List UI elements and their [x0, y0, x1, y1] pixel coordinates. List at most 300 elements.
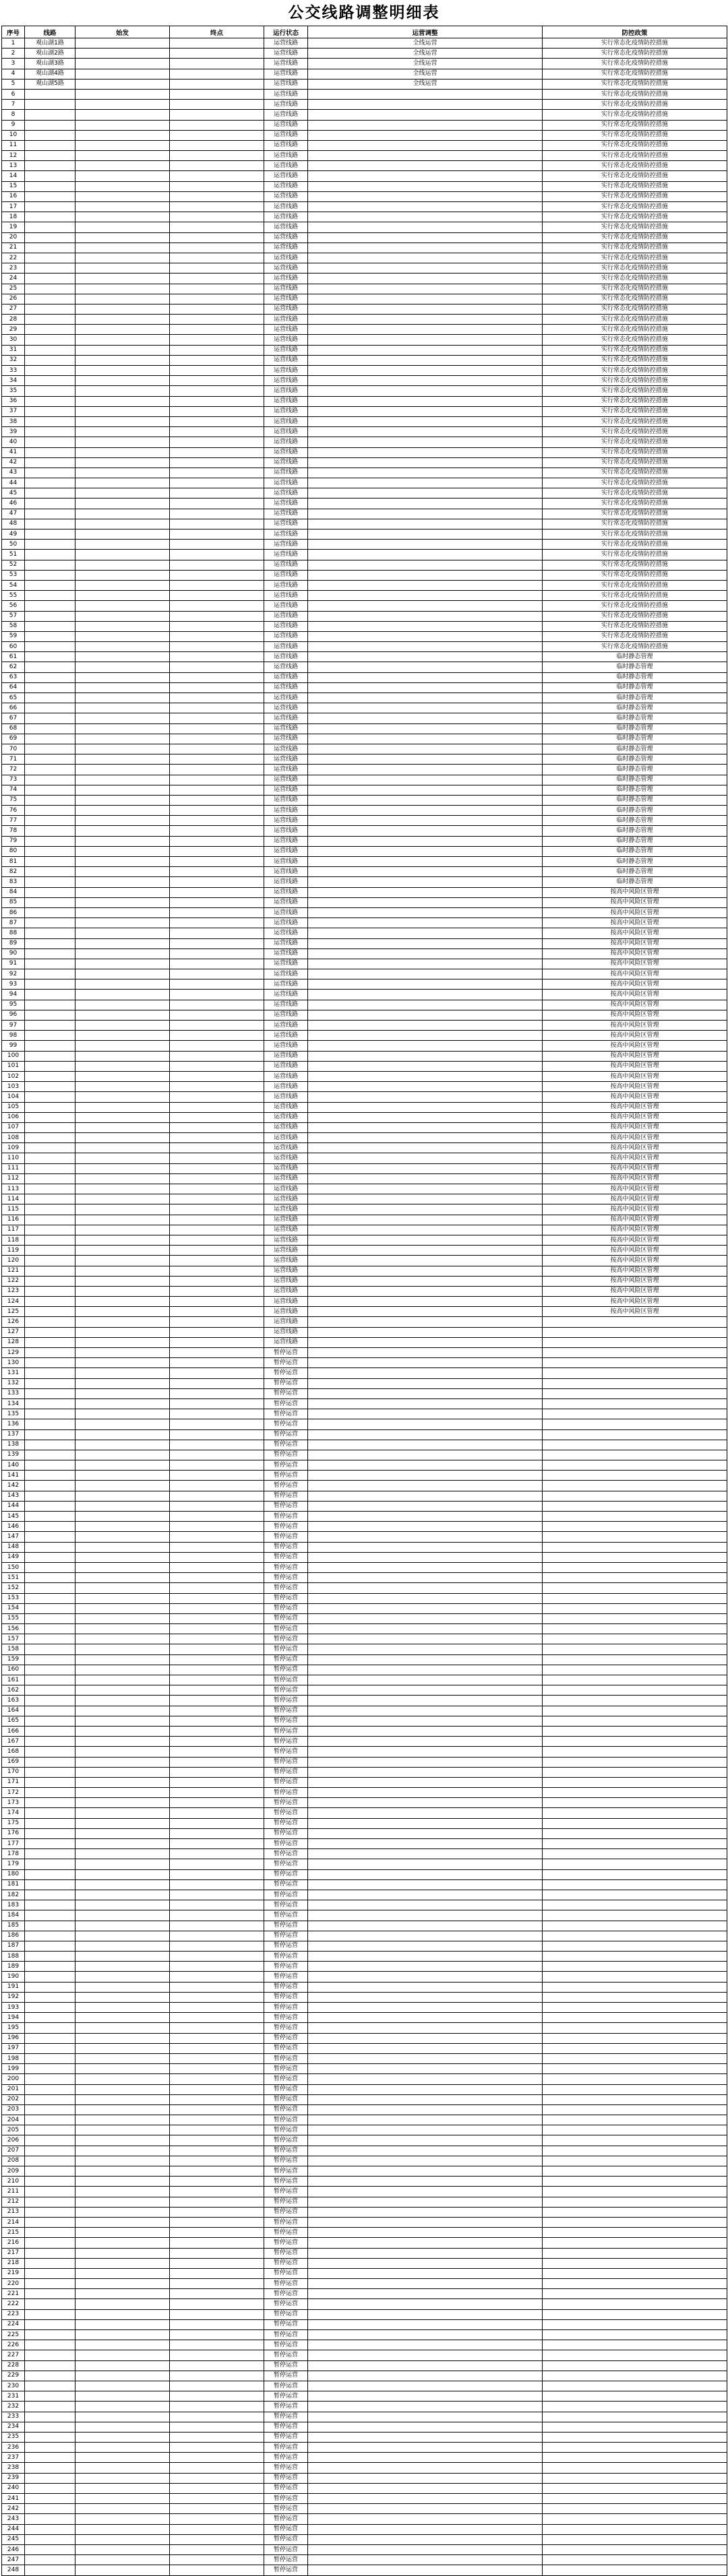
cell-index: 123	[2, 1286, 25, 1296]
cell-terminal	[170, 416, 264, 426]
cell-adjustment	[308, 1685, 543, 1696]
cell-index: 86	[2, 907, 25, 917]
cell-route	[25, 1777, 75, 1787]
cell-adjustment	[308, 202, 543, 212]
cell-adjustment	[308, 2299, 543, 2309]
cell-origin	[75, 560, 170, 570]
cell-status: 运营线路	[264, 355, 308, 365]
cell-policy: 实行常态化疫情防控措施	[543, 202, 727, 212]
cell-status: 运营线路	[264, 396, 308, 406]
table-row	[2, 2166, 727, 2177]
cell-adjustment	[308, 1021, 543, 1031]
cell-origin	[75, 826, 170, 836]
cell-index: 177	[2, 1839, 25, 1849]
table-row	[2, 1952, 727, 1962]
cell-index: 157	[2, 1634, 25, 1644]
cell-adjustment	[308, 140, 543, 150]
cell-terminal	[170, 2534, 264, 2544]
cell-route	[25, 611, 75, 621]
cell-route	[25, 2023, 75, 2033]
cell-terminal	[170, 948, 264, 959]
cell-route	[25, 1112, 75, 1122]
cell-terminal	[170, 1337, 264, 1347]
cell-terminal	[170, 1276, 264, 1286]
cell-origin	[75, 1839, 170, 1849]
cell-adjustment	[308, 2544, 543, 2554]
cell-status: 暂停运营	[264, 2197, 308, 2207]
cell-policy: 按高中风险区管理	[543, 1184, 727, 1194]
cell-terminal	[170, 1542, 264, 1552]
cell-status: 暂停运营	[264, 2524, 308, 2534]
cell-policy	[543, 2473, 727, 2483]
table-row	[2, 1010, 727, 1020]
cell-policy: 按高中风险区管理	[543, 1010, 727, 1020]
cell-index: 30	[2, 335, 25, 345]
cell-route	[25, 294, 75, 304]
cell-index: 239	[2, 2473, 25, 2483]
cell-index: 64	[2, 682, 25, 693]
cell-adjustment	[308, 550, 543, 560]
cell-origin	[75, 703, 170, 713]
cell-route	[25, 1685, 75, 1696]
cell-terminal	[170, 1808, 264, 1818]
cell-status: 暂停运营	[264, 1859, 308, 1869]
cell-adjustment	[308, 222, 543, 232]
cell-route	[25, 1931, 75, 1941]
table-row	[2, 1194, 727, 1204]
cell-terminal	[170, 1726, 264, 1736]
cell-route	[25, 1972, 75, 1982]
cell-adjustment	[308, 1235, 543, 1245]
cell-terminal	[170, 1327, 264, 1337]
cell-route	[25, 335, 75, 345]
cell-index: 178	[2, 1849, 25, 1859]
cell-policy: 临时静态管理	[543, 713, 727, 723]
cell-policy: 临时静态管理	[543, 744, 727, 754]
cell-route	[25, 2381, 75, 2391]
cell-index: 76	[2, 806, 25, 816]
cell-adjustment	[308, 2094, 543, 2104]
cell-terminal	[170, 785, 264, 795]
cell-terminal	[170, 744, 264, 754]
cell-adjustment	[308, 969, 543, 979]
cell-route	[25, 580, 75, 590]
table-row	[2, 2463, 727, 2473]
cell-policy	[543, 2279, 727, 2289]
cell-policy	[543, 1471, 727, 1481]
cell-adjustment	[308, 631, 543, 641]
table-row	[2, 396, 727, 406]
table-row	[2, 1481, 727, 1491]
cell-status: 暂停运营	[264, 2402, 308, 2412]
cell-policy: 按高中风险区管理	[543, 1235, 727, 1245]
cell-status: 运营线路	[264, 498, 308, 509]
cell-terminal	[170, 846, 264, 856]
table-row	[2, 2555, 727, 2565]
table-row	[2, 416, 727, 426]
cell-terminal	[170, 1112, 264, 1122]
cell-index: 85	[2, 897, 25, 907]
cell-index: 153	[2, 1593, 25, 1603]
table-row	[2, 2350, 727, 2360]
cell-adjustment	[308, 2340, 543, 2350]
table-row	[2, 1726, 727, 1736]
cell-terminal	[170, 1317, 264, 1327]
cell-origin	[75, 355, 170, 365]
cell-adjustment	[308, 345, 543, 355]
cell-adjustment	[308, 2177, 543, 2187]
cell-origin	[75, 1890, 170, 1900]
cell-policy	[543, 1869, 727, 1879]
cell-terminal	[170, 1215, 264, 1225]
cell-origin	[75, 1634, 170, 1644]
cell-status: 运营线路	[264, 703, 308, 713]
cell-adjustment	[308, 2207, 543, 2217]
cell-status: 暂停运营	[264, 1869, 308, 1879]
table-row	[2, 1869, 727, 1879]
cell-origin	[75, 1808, 170, 1818]
cell-policy: 实行常态化疫情防控措施	[543, 406, 727, 416]
cell-route	[25, 1593, 75, 1603]
table-row	[2, 959, 727, 969]
cell-index: 117	[2, 1225, 25, 1235]
cell-adjustment	[308, 1215, 543, 1225]
cell-route	[25, 877, 75, 887]
cell-policy	[543, 2544, 727, 2554]
cell-origin	[75, 744, 170, 754]
cell-index: 108	[2, 1133, 25, 1143]
cell-route	[25, 1266, 75, 1276]
cell-index: 246	[2, 2544, 25, 2554]
table-row	[2, 325, 727, 335]
cell-policy: 按高中风险区管理	[543, 1204, 727, 1215]
cell-index: 216	[2, 2238, 25, 2248]
cell-index: 46	[2, 498, 25, 509]
cell-adjustment	[308, 2115, 543, 2125]
cell-status: 运营线路	[264, 1041, 308, 1051]
cell-adjustment	[308, 1112, 543, 1122]
cell-adjustment	[308, 447, 543, 457]
cell-status: 暂停运营	[264, 1828, 308, 1838]
cell-adjustment	[308, 693, 543, 703]
cell-adjustment	[308, 1194, 543, 1204]
cell-index: 91	[2, 959, 25, 969]
cell-origin	[75, 1440, 170, 1450]
cell-terminal	[170, 611, 264, 621]
table-row	[2, 662, 727, 672]
cell-origin	[75, 1092, 170, 1102]
cell-origin	[75, 498, 170, 509]
cell-policy	[543, 1962, 727, 1972]
cell-origin	[75, 1031, 170, 1041]
cell-index: 26	[2, 294, 25, 304]
cell-terminal	[170, 253, 264, 263]
cell-terminal	[170, 672, 264, 682]
cell-route	[25, 1788, 75, 1798]
cell-terminal	[170, 1358, 264, 1368]
table-row	[2, 1204, 727, 1215]
header-route: 线路	[25, 26, 75, 38]
cell-index: 243	[2, 2514, 25, 2524]
cell-index: 47	[2, 509, 25, 519]
cell-terminal	[170, 1737, 264, 1747]
cell-policy: 实行常态化疫情防控措施	[543, 100, 727, 110]
table-row	[2, 2217, 727, 2227]
cell-policy: 实行常态化疫情防控措施	[543, 396, 727, 406]
table-row	[2, 2402, 727, 2412]
table-row	[2, 427, 727, 437]
cell-status: 暂停运营	[264, 1644, 308, 1654]
cell-terminal	[170, 1460, 264, 1471]
cell-adjustment	[308, 754, 543, 765]
table-row	[2, 1972, 727, 1982]
cell-policy	[543, 1828, 727, 1838]
cell-route	[25, 1757, 75, 1767]
cell-adjustment	[308, 1388, 543, 1398]
cell-route	[25, 2166, 75, 2177]
cell-index: 122	[2, 1276, 25, 1286]
cell-status: 暂停运营	[264, 2094, 308, 2104]
cell-policy	[543, 2330, 727, 2340]
cell-origin	[75, 509, 170, 519]
cell-index: 57	[2, 611, 25, 621]
cell-origin	[75, 1522, 170, 1532]
cell-adjustment	[308, 315, 543, 325]
cell-route	[25, 130, 75, 140]
cell-terminal	[170, 120, 264, 130]
cell-index: 184	[2, 1910, 25, 1921]
table-row	[2, 2565, 727, 2575]
cell-origin	[75, 100, 170, 110]
cell-index: 134	[2, 1398, 25, 1409]
table-row	[2, 110, 727, 120]
cell-policy: 临时静态管理	[543, 795, 727, 805]
cell-status: 运营线路	[264, 857, 308, 867]
table-row	[2, 2074, 727, 2084]
cell-index: 166	[2, 1726, 25, 1736]
cell-index: 240	[2, 2483, 25, 2493]
cell-terminal	[170, 1031, 264, 1041]
cell-route	[25, 1153, 75, 1163]
cell-status: 暂停运营	[264, 1471, 308, 1481]
cell-route	[25, 662, 75, 672]
table-row	[2, 1429, 727, 1440]
table-row	[2, 2115, 727, 2125]
cell-policy	[543, 2258, 727, 2268]
cell-index: 45	[2, 488, 25, 498]
cell-adjustment	[308, 2350, 543, 2360]
cell-policy	[543, 2043, 727, 2053]
cell-route	[25, 1900, 75, 1910]
table-row	[2, 1297, 727, 1307]
table-row	[2, 2207, 727, 2217]
cell-adjustment	[308, 1952, 543, 1962]
cell-status: 运营线路	[264, 713, 308, 723]
cell-status: 运营线路	[264, 49, 308, 59]
cell-policy: 临时静态管理	[543, 775, 727, 785]
table-row	[2, 570, 727, 580]
cell-terminal	[170, 304, 264, 314]
table-row	[2, 294, 727, 304]
cell-adjustment	[308, 621, 543, 631]
cell-origin	[75, 2544, 170, 2554]
cell-policy	[543, 2350, 727, 2360]
cell-origin	[75, 642, 170, 652]
cell-route	[25, 540, 75, 550]
cell-terminal	[170, 335, 264, 345]
cell-index: 44	[2, 478, 25, 488]
cell-status: 运营线路	[264, 744, 308, 754]
cell-policy	[543, 1440, 727, 1450]
cell-route	[25, 2207, 75, 2217]
cell-terminal	[170, 591, 264, 601]
cell-origin	[75, 1491, 170, 1501]
cell-origin	[75, 1143, 170, 1153]
cell-terminal	[170, 2279, 264, 2289]
cell-origin	[75, 1603, 170, 1613]
cell-index: 189	[2, 1962, 25, 1972]
cell-terminal	[170, 1163, 264, 1173]
cell-status: 运营线路	[264, 284, 308, 294]
table-row	[2, 550, 727, 560]
cell-terminal	[170, 703, 264, 713]
cell-status: 暂停运营	[264, 2534, 308, 2544]
cell-status: 运营线路	[264, 1061, 308, 1071]
cell-adjustment	[308, 273, 543, 284]
table-row	[2, 243, 727, 253]
cell-status: 运营线路	[264, 202, 308, 212]
cell-status: 暂停运营	[264, 1992, 308, 2002]
table-row	[2, 457, 727, 468]
cell-adjustment	[308, 1204, 543, 1215]
cell-adjustment	[308, 1266, 543, 1276]
cell-origin	[75, 1368, 170, 1378]
cell-policy: 按高中风险区管理	[543, 1215, 727, 1225]
cell-terminal	[170, 2544, 264, 2554]
cell-terminal	[170, 806, 264, 816]
cell-origin	[75, 1173, 170, 1184]
cell-origin	[75, 366, 170, 376]
table-row	[2, 59, 727, 69]
cell-terminal	[170, 2053, 264, 2063]
cell-policy: 实行常态化疫情防控措施	[543, 519, 727, 529]
cell-origin	[75, 2084, 170, 2094]
cell-index: 2	[2, 49, 25, 59]
cell-terminal	[170, 1194, 264, 1204]
cell-origin	[75, 1665, 170, 1675]
cell-policy	[543, 1644, 727, 1654]
cell-origin	[75, 1051, 170, 1061]
cell-route	[25, 2514, 75, 2524]
table-row	[2, 1358, 727, 1368]
cell-terminal	[170, 2156, 264, 2166]
cell-policy: 按高中风险区管理	[543, 1297, 727, 1307]
cell-terminal	[170, 284, 264, 294]
cell-policy	[543, 2023, 727, 2033]
cell-policy	[543, 1522, 727, 1532]
cell-adjustment	[308, 2156, 543, 2166]
cell-status: 暂停运营	[264, 2156, 308, 2166]
cell-status: 暂停运营	[264, 2504, 308, 2514]
cell-adjustment	[308, 2555, 543, 2565]
cell-status: 暂停运营	[264, 1440, 308, 1450]
cell-terminal	[170, 140, 264, 150]
cell-terminal	[170, 1051, 264, 1061]
table-row	[2, 560, 727, 570]
cell-index: 4	[2, 69, 25, 79]
cell-origin	[75, 2453, 170, 2463]
cell-status: 运营线路	[264, 672, 308, 682]
cell-route	[25, 1654, 75, 1665]
cell-index: 145	[2, 1512, 25, 1522]
table-row	[2, 1215, 727, 1225]
cell-index: 35	[2, 386, 25, 396]
cell-origin	[75, 120, 170, 130]
cell-route	[25, 1031, 75, 1041]
table-row	[2, 151, 727, 161]
cell-origin	[75, 2330, 170, 2340]
cell-origin	[75, 1818, 170, 1828]
cell-status: 暂停运营	[264, 1685, 308, 1696]
cell-route	[25, 846, 75, 856]
cell-policy	[543, 2013, 727, 2023]
cell-policy: 实行常态化疫情防控措施	[543, 601, 727, 611]
cell-status: 暂停运营	[264, 1788, 308, 1798]
cell-terminal	[170, 181, 264, 191]
cell-origin	[75, 2402, 170, 2412]
cell-terminal	[170, 1921, 264, 1931]
cell-policy	[543, 1890, 727, 1900]
cell-origin	[75, 1082, 170, 1092]
table-row	[2, 1839, 727, 1849]
table-row	[2, 222, 727, 232]
cell-terminal	[170, 918, 264, 928]
cell-route	[25, 2115, 75, 2125]
cell-status: 暂停运营	[264, 2115, 308, 2125]
cell-index: 73	[2, 775, 25, 785]
cell-status: 暂停运营	[264, 2319, 308, 2329]
cell-route	[25, 2483, 75, 2493]
cell-route	[25, 1409, 75, 1419]
cell-status: 暂停运营	[264, 2453, 308, 2463]
cell-index: 221	[2, 2289, 25, 2299]
cell-route	[25, 1286, 75, 1296]
cell-status: 运营线路	[264, 1021, 308, 1031]
cell-terminal	[170, 560, 264, 570]
table-row	[2, 355, 727, 365]
cell-status: 运营线路	[264, 222, 308, 232]
cell-adjustment	[308, 611, 543, 621]
cell-index: 160	[2, 1665, 25, 1675]
cell-adjustment	[308, 519, 543, 529]
cell-route	[25, 2013, 75, 2023]
cell-index: 81	[2, 857, 25, 867]
cell-route	[25, 734, 75, 744]
cell-index: 74	[2, 785, 25, 795]
table-row	[2, 38, 727, 49]
header-origin: 始发	[75, 26, 170, 38]
cell-status: 暂停运营	[264, 2381, 308, 2391]
cell-adjustment	[308, 591, 543, 601]
cell-origin	[75, 570, 170, 580]
table-row	[2, 1266, 727, 1276]
cell-origin	[75, 1000, 170, 1010]
cell-adjustment	[308, 1910, 543, 1921]
cell-route: 观山湖2路	[25, 49, 75, 59]
cell-index: 164	[2, 1706, 25, 1716]
cell-adjustment	[308, 1788, 543, 1798]
cell-policy: 临时静态管理	[543, 785, 727, 795]
